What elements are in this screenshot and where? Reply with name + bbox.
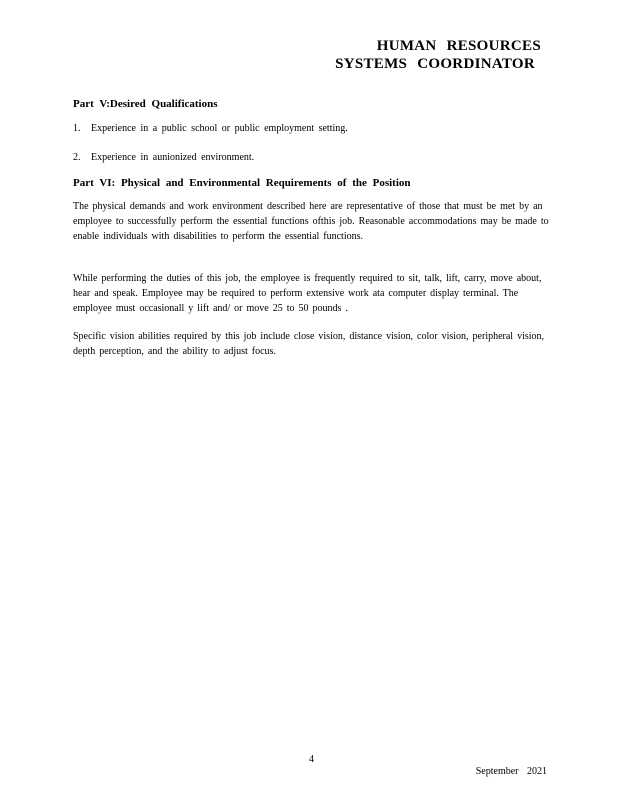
paragraph-vision: Specific vision abilities required by this job include close vision, distance vision, color vision, peripheral vision, depth perception, and the ability to adjust focus.	[73, 331, 545, 357]
qualification-item-1	[73, 123, 348, 135]
title-line-2: SYSTEMS COORDINATOR	[335, 56, 535, 72]
qualification-text-2: Experience in aunionized environment.	[91, 152, 255, 163]
paragraph-duties: While performing the duties of this job, the employee is frequently required to sit, talk, lift, carry, move about, hear and speak. Employee may be required to perform extensive work ata computer display terminal. The employee must occasionall y lift and/ or move 25 to 50 pounds .	[73, 273, 542, 314]
qualification-item-2	[73, 152, 254, 164]
title-line-1: HUMAN RESOURCES	[376, 38, 541, 54]
part-vi-heading: Part VI: Physical and Environmental Requirements of the Position	[73, 177, 411, 189]
qualification-number-2: 2.	[73, 152, 81, 163]
part-v-heading: Part V:Desired Qualifications	[73, 98, 218, 110]
paragraph-physical-demands: The physical demands and work environment described here are representative of those that must be met by an employee to successfully perform the essential functions ofthis job. Reasonable accommodations may be made to enable individuals with disabilities to perform the essential functions.	[73, 201, 549, 242]
page-number: 4	[309, 754, 314, 765]
qualification-number-1: 1.	[73, 123, 81, 134]
footer-date: September 2021	[475, 766, 547, 777]
qualification-text-1: Experience in a public school or public employment setting.	[91, 123, 348, 134]
document-title	[335, 37, 541, 73]
